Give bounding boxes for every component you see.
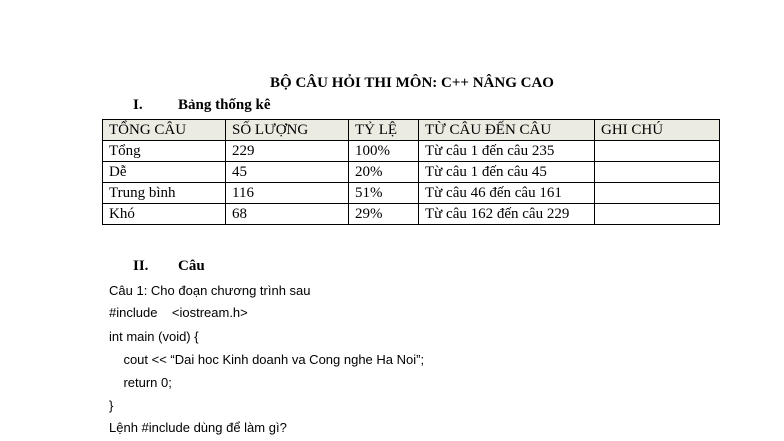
section-heading-statistics	[133, 96, 271, 114]
question-prompt: Lệnh #include dùng để làm gì?	[109, 420, 287, 435]
table-row	[103, 162, 720, 183]
table-cell: Từ câu 46 đến câu 161	[419, 183, 595, 204]
table-cell: Từ câu 1 đến câu 45	[419, 162, 595, 183]
table-cell	[595, 183, 720, 204]
column-header-total: TỔNG CÂU	[103, 120, 226, 141]
column-header-ratio: TỶ LỆ	[349, 120, 419, 141]
table-cell: Từ câu 162 đến câu 229	[419, 204, 595, 225]
section-heading-questions	[133, 257, 205, 275]
table-cell: 229	[226, 141, 349, 162]
table-cell	[595, 162, 720, 183]
table-cell	[595, 204, 720, 225]
table-cell: Từ câu 1 đến câu 235	[419, 141, 595, 162]
table-cell: Dễ	[103, 162, 226, 183]
table-row	[103, 204, 720, 225]
table-cell: 68	[226, 204, 349, 225]
code-line: cout << “Dai hoc Kinh doanh va Cong nghe Ha Noi”;	[109, 352, 425, 367]
table-cell: Tổng	[103, 141, 226, 162]
question-intro: Câu 1: Cho đoạn chương trình sau	[109, 283, 311, 298]
table-row	[103, 141, 720, 162]
statistics-table	[102, 119, 720, 225]
table-cell: Khó	[103, 204, 226, 225]
code-line: int main (void) {	[109, 329, 199, 344]
table-cell: 116	[226, 183, 349, 204]
table-cell: Trung bình	[103, 183, 226, 204]
table-row	[103, 183, 720, 204]
table-cell: 100%	[349, 141, 419, 162]
column-header-notes: GHI CHÚ	[595, 120, 720, 141]
section-title: Bảng thống kê	[178, 97, 271, 113]
section-title: Câu	[178, 258, 205, 274]
document-title: BỘ CÂU HỎI THI MÔN: C++ NÂNG CAO	[270, 75, 554, 91]
table-header-row	[103, 120, 720, 141]
table-cell: 20%	[349, 162, 419, 183]
code-line: #include <iostream.h>	[109, 305, 248, 320]
section-number: II.	[133, 258, 149, 274]
table-cell	[595, 141, 720, 162]
code-line: }	[109, 398, 114, 413]
column-header-range: TỪ CÂU ĐẾN CÂU	[419, 120, 595, 141]
table-cell: 51%	[349, 183, 419, 204]
column-header-count: SỐ LƯỢNG	[226, 120, 349, 141]
code-line: return 0;	[109, 375, 172, 390]
table-cell: 45	[226, 162, 349, 183]
table-cell: 29%	[349, 204, 419, 225]
section-number: I.	[133, 97, 143, 113]
